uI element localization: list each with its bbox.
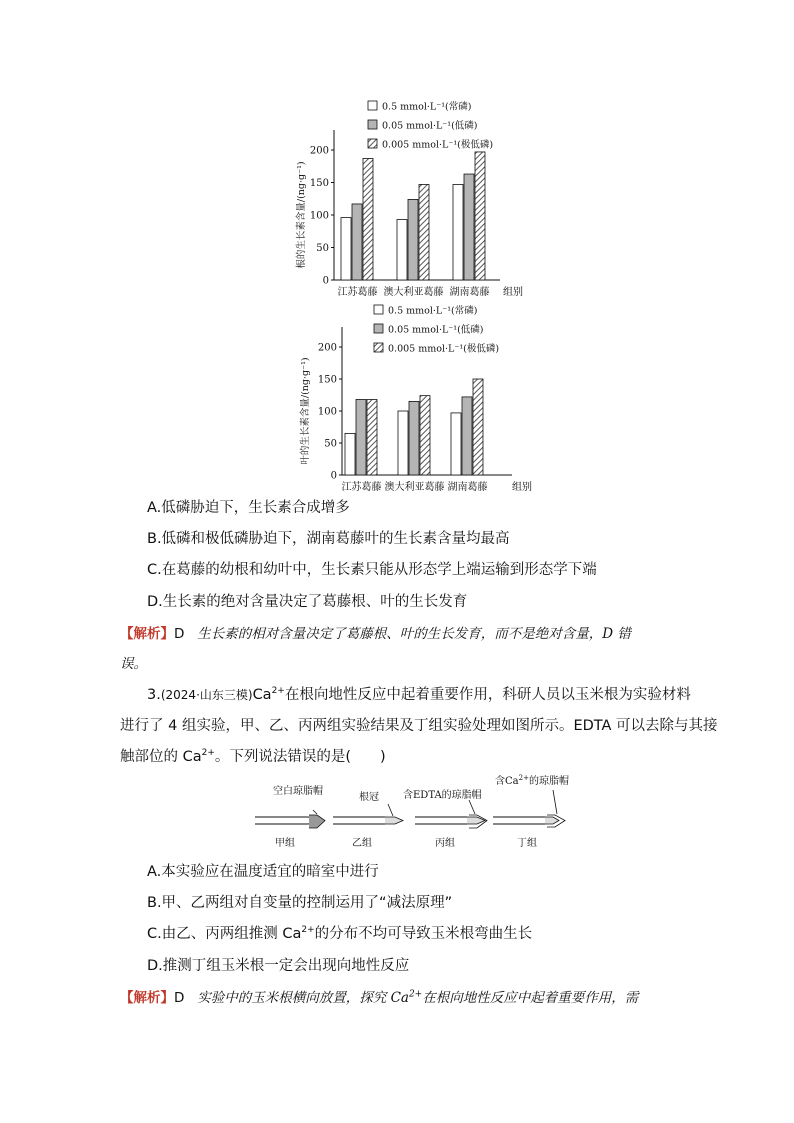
analysis-text: 生长素的相对含量决定了葛藤根、叶的生长发育，而不是绝对含量，D 错 [197, 626, 631, 642]
svg-text:含EDTA的琼脂帽: 含EDTA的琼脂帽 [403, 790, 482, 801]
q3-option-b: B.甲、乙两组对自变量的控制运用了“减法原理” [147, 895, 453, 911]
bar [451, 413, 461, 475]
y-tick-label: 200 [317, 342, 337, 354]
root-group-2 [333, 790, 403, 849]
legend-swatch [374, 343, 383, 352]
q2-option-a: A.低磷胁迫下，生长素合成增多 [147, 500, 350, 516]
svg-text:乙组: 乙组 [352, 838, 372, 849]
y-axis-label: 根的生长素含量/(ng·g⁻¹) [296, 161, 307, 269]
root-auxin-chart [290, 95, 540, 305]
q3-stem-line2: 进行了 4 组实验，甲、乙、丙两组实验结果及丁组实验处理如图所示。EDTA 可以去除与其接 [120, 718, 718, 734]
y-tick-label: 150 [309, 178, 329, 189]
bar [345, 433, 355, 475]
legend-label: 0.5 mmol·L⁻¹(常磷) [382, 101, 472, 113]
corn-root-experiment-figure [255, 772, 575, 852]
legend-swatch [368, 120, 377, 129]
svg-text:丁组: 丁组 [517, 838, 537, 849]
q3-stem-line1: 3.(2024·山东三模)$Ca^{2+}$在根向地性反应中起着重要作用，科研人员以玉米根为实验材料 [147, 686, 691, 703]
root-group-1 [255, 784, 325, 849]
blank-agar-cap [309, 815, 325, 828]
category-label: 澳大利亚葛藤 [383, 287, 444, 298]
bar [363, 158, 373, 280]
y-tick-label: 100 [309, 210, 329, 222]
legend-label: 0.5 mmol·L⁻¹(常磷) [388, 305, 478, 317]
bar [352, 204, 362, 280]
analysis-tag: 【解析】 [120, 626, 174, 642]
q3-stem-text: 在根向地性反应中起着重要作用，科研人员以玉米根为实验材料 [284, 687, 691, 703]
y-tick-label: 0 [330, 470, 337, 482]
q2-option-c: C.在葛藤的幼根和幼叶中，生长素只能从形态学上端运输到形态学下端 [147, 562, 597, 578]
bar [462, 397, 472, 475]
q3-analysis: 【解析】D 实验中的玉米根横向放置，探究 $Ca^{2+}$在根向地性反应中起着重要作用，需 [120, 989, 639, 1006]
bar [409, 401, 419, 475]
q3-option-c: C.由乙、丙两组推测 $Ca^{2+}$的分布不均可导致玉米根弯曲生长 [147, 925, 533, 942]
q2-option-b: B.低磷和极低磷胁迫下，湖南葛藤叶的生长素含量均最高 [147, 531, 510, 547]
analysis-answer: D [174, 626, 185, 642]
q3-stem-line3: 触部位的 $Ca^{2+}$。下列说法错误的是( ) [120, 748, 386, 765]
legend-swatch [368, 139, 377, 148]
bar [397, 220, 407, 280]
category-label: 湖南葛藤 [447, 482, 488, 492]
q3-option-d: D.推测丁组玉米根一定会出现向地性反应 [147, 958, 410, 974]
q3-number: 3. [147, 687, 161, 703]
x-axis-label: 组别 [512, 482, 532, 492]
root-cap [385, 817, 403, 824]
legend-label: 0.05 mmol·L⁻¹(低磷) [388, 324, 484, 336]
y-tick-label: 100 [317, 406, 337, 418]
x-axis-label: 组别 [503, 287, 523, 298]
bar [464, 174, 474, 280]
legend-label: 0.005 mmol·L⁻¹(极低磷) [388, 343, 500, 355]
category-label: 江苏葛藤 [341, 482, 382, 492]
bar [419, 184, 429, 280]
category-label: 江苏葛藤 [337, 287, 378, 298]
root-group-4 [493, 774, 569, 849]
svg-text:甲组: 甲组 [275, 838, 295, 849]
legend-label: 0.005 mmol·L⁻¹(极低磷) [382, 139, 494, 151]
legend-swatch [368, 101, 377, 110]
legend-label: 0.05 mmol·L⁻¹(低磷) [382, 120, 478, 132]
y-tick-label: 150 [317, 374, 337, 386]
bar [473, 379, 483, 475]
svg-text:丙组: 丙组 [435, 838, 455, 849]
bar [398, 411, 408, 475]
legend-swatch [374, 305, 383, 314]
bar [367, 399, 377, 475]
root-group-3 [403, 788, 487, 849]
category-label: 澳大利亚葛藤 [384, 482, 445, 492]
bar [420, 396, 430, 475]
q2-analysis [120, 624, 631, 644]
q2-option-d: D.生长素的绝对含量决定了葛藤根、叶的生长发育 [147, 594, 468, 610]
svg-text:空白琼脂帽: 空白琼脂帽 [273, 786, 323, 797]
y-tick-label: 200 [309, 145, 329, 157]
bar [475, 152, 485, 280]
category-label: 湖南葛藤 [449, 287, 490, 298]
q3-source: (2024·山东三模) [160, 688, 253, 702]
bar [453, 184, 463, 280]
bar [408, 199, 418, 280]
y-tick-label: 50 [324, 438, 337, 450]
y-axis-label: 叶的生长素含量/(ng·g⁻¹) [300, 357, 311, 465]
svg-text:含Ca2+的琼脂帽: 含$Ca^{2+}$的琼脂帽 [495, 774, 569, 787]
leaf-auxin-chart [290, 300, 540, 492]
bar [341, 218, 351, 280]
svg-text:根冠: 根冠 [359, 792, 379, 803]
y-tick-label: 0 [322, 275, 329, 287]
bar [356, 399, 366, 475]
y-tick-label: 50 [316, 243, 329, 254]
q2-analysis-cont: 误。 [120, 656, 147, 672]
q3-option-a: A.本实验应在温度适宜的暗室中进行 [147, 864, 379, 880]
legend-swatch [374, 324, 383, 333]
